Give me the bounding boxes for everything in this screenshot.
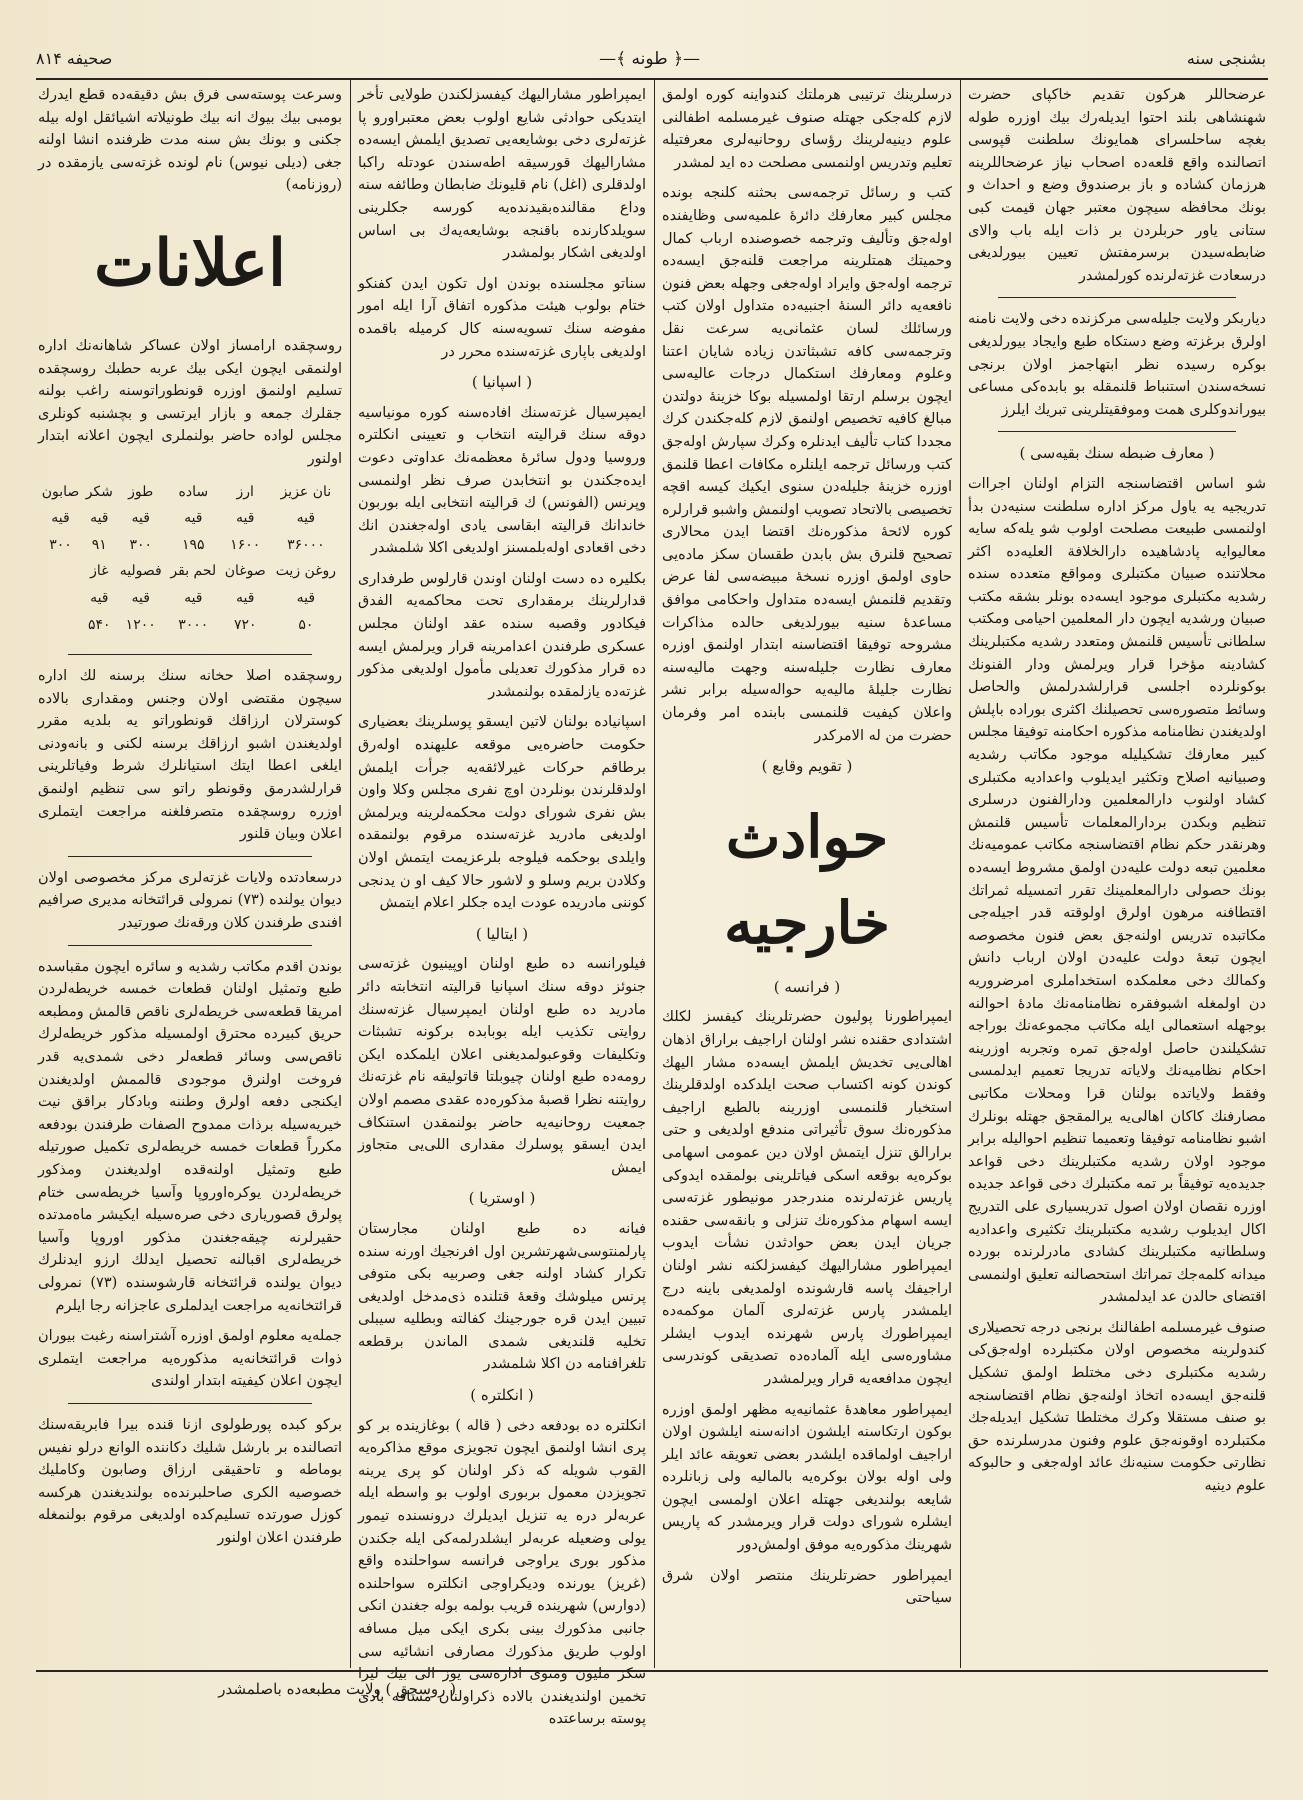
price-table <box>38 479 342 639</box>
price-names-row: نان عزیز ارز ساده طوز شکر صابون <box>41 483 332 500</box>
section-divider <box>998 431 1236 432</box>
advertisements-title: اعلانات <box>94 225 286 301</box>
year-label: بشنجی سنه <box>1186 48 1266 68</box>
news-paragraph: درسلرینك ترتیبی هرملتك کندواینه کوره اولمق لازم کله‌جکی جهتله صنوف غیرمسلمه اطفالنی علوم دینیه‌لرینك رؤسای روحانیه‌لری معرفتیله تعلیم وتدریس اولنمسی مصلحت ده اید لمشدر <box>662 87 952 171</box>
news-paragraph: دیاربکر ولایت جلیله‌سی مرکزنده دخی ولایت نامنه اولرق برغزته وضع دستکاه طبع وایجاد بیورلدیغی بوکره رسیده نظر ابتهاجمز اولان برنجی نسخه‌سندن استنباط قلنمقله بو بابده‌کی مساعی بیوراندوکلری همت وموفقیتلرینی تبریك ایلرز <box>968 311 1266 418</box>
news-paragraph: ایمپراطورنا پولیون حضرتلرینك کیفسز لکلك اشتدادی حقنده نشر اولنان اراجیف براراق اذهان اهالی‌یی تخدیش ایلمش ایسه‌ده مشار الیهك کوندن کونه اکتساب صحت ایلدکده اولدقلرینك استخبار قلنمسی اوزرینه بالطبع اراجیف مذکوره‌نك سوق تأثیراتی مندفع اولدیغی و حتی برارالق تنزل ایتمش اولان دین عمومی اسهامی بوکره‌یه بوقعه اسکی فیاتلرینی بولمقده ایدوکی پاریس غزته‌لرنده مندرجدر مونیطور غزته‌سی ایسه اسهام مذکوره‌نك تنزلی و بانقه‌سی حقنده جریان ایدن بعض حوادثدن نشأت ایدوب ایمپراطور مشارالیهك کیفسزلکنه نشر اولنان اراجیفك پاسه قارشونده اولمدیغی باینه درج ایلمشدر پارس غزته‌لری آلمان موکمه‌ده ایمپراطورك پارس شهرنده ایدوب ایشلر مشاوره‌سی ایله آلماده‌ده تصدیقی کوندرسی ایچون مدافعه‌یه قرار ویرلمشدر <box>662 1009 952 1387</box>
section-heading-england: ( انکلتره ) <box>470 1386 534 1405</box>
section-heading-austria: ( اوستریا ) <box>468 1189 536 1208</box>
news-paragraph: فیانه ده طبع اولنان مجارستان پارلمنتوسی‌شهرتشرین اول افرنجیك اورنه سنده تکرار کشاد اولنه جغی وصربیه بکی متوفی پرنس میلوشك وقعهٔ قتلنده ذی‌مدخل اولدیغی تبیین ایدن قره جورجینك کفالته وبطلیه سیبلی تخلیه قلندیغی شمدی الماندن برقطعه تلغرافنامه دن اکلا شلمشدر <box>358 1220 646 1373</box>
price-values-row: ۳۶۰۰۰ ۱۶۰۰ ۱۹۵ ۳۰۰ ۹۱ ۳۰۰ <box>49 536 325 553</box>
section-heading-italy: ( ایتالیا ) <box>475 924 529 943</box>
news-paragraph: ایمپراطور معاهدهٔ عثمانیه‌یه مظهر اولمق اوزره بوکون ارتکاسنه ایلشون ادانه‌سنه ایلشون اولان اراجیف اولماقده ایلشدر بعضی تعویقه عائد ایلر ولی اوله بولان بوکره‌یه بالمالیه ولی زبانلرده شایعه بولندیغی جهتله اعلان اولمسی ایچون ایشلره شورای دولت قرار ویرمشدر که پاریس شهرینك مذکوره‌یه موفق اولمش‌دور <box>662 1401 952 1554</box>
ad-paragraph: درسعادتده ولایات غزته‌لری مرکز مخصوصی اولان دیوان یولنده (۷۳) نمرولی قرائتخانه مدیری صرافیم افندی طرفندن کلان ورقه‌نك صورتیدر <box>38 869 342 932</box>
section-heading-spain: ( اسپانیا ) <box>471 373 533 392</box>
ad-paragraph: برکو کبده پورطولوی ازنا قنده بیرا فابریقه‌سنك اتصالنده بر بارشل شلیك دکاننده الوانع درلو نفیس بوماطه و تاحقیقی ارزاق وصابون وکاملیك خصوصیه الکری صاحلبرنده‌ه بولندیغندن هرکسه کوزل صورتده تسلیم‌کده اولدیغی مرقوم بولنمغله طرفندن اعلان اولنور <box>38 1416 342 1546</box>
column-4 <box>38 84 342 1664</box>
news-paragraph: عرضحاللر هرکون تقدیم خاکپای حضرت شهنشاهی بلند احتوا ایدیله‌رك بیك اوزره طوله بغچه ساحلسرای همایونك سلطنت قپوسی اتصالنده واقع قلعه‌ده اصحاب نیاز عرضحاللرینه هرزمان کشاده و باز برصندوق وضع و احداث و بونك محافظه سیچون معتبر جهان قیمت کبی ستانی یاور حربلردن بر ذات ایله باب والای ضابطه‌سیدن برسرمفتش تعیین بیورلدیغی درسعادت غزته‌لرنده کورلمشدر <box>968 87 1266 284</box>
news-paragraph: فیلورانسه ده طبع اولنان اوپینیون غزته‌سی جنوئز دوقه سنك اسپانیا قرالیته انتخابته دائر مادرید ده طبع اولنان ایمپرسیال غزته‌سنك روایتی تکذیب ایله بوبابده برکونه تشبثات وتکلیفات وقوعبولمدیغنی اعلان ایلمکده ایکن رومه‌ده طبع اولنان چیوبلتا قاتولیقه نام غزته‌نك روایتنه نظرا قصبهٔ مذکوره‌ده عقدی مصمم اولان جمعیت روحانیه‌یه حاضر بولنمقدن استنکاف ایدن ایسقو پوسلرك مقداری اللی‌یی متجاوز ایمش <box>358 956 646 1176</box>
news-paragraph: ایمپراطور حضرتلرینك منتصر اولان شرق سیاحتی <box>662 1567 952 1607</box>
news-paragraph: شو اساس اقتضاسنجه التزام اولنان اجراات تدریجیه یه یاول مرکز اداره سلطنت سنیه‌دن بدأ اولنمسی طبیعت مصلحت اولوب شو یله‌که سایه معالیوایه پادشاهیده دارالخلافة العلیه‌ده اکثر محلاتنده صبیان مکتبلری ومواقع متعدده سنده رشدیه مکتبلری موجود ایسه‌ده بونلر بشقه مکتب صبیان ورشدیه ایچون دار المعلمین احیامی ومکتب سلطانی تأسیس قلنمش ومتعدد رشدیه مکتبلرینك کشادینه مؤخرا قرار ویرلمش ودار الفنونك بوکونلرده اجلسی قرارلشدرلمش والحاصل وسائط متصوره‌سی تحصیلنك اکثری بوراده باپلش اولدیغندن نظامنامه مذکوره احکامنه توفیقا مجلس کبیر معارفك تشکیلیله موجود مکاتب رشدیه وصبیانیه اصلاح وتکثیر ایدیلوب واعدادیه مکتبلری کشاد اولنوب دارالمعلمین ودارالفنون درسلری تنظیم وبکدن بردارالمعلمات تأسیس قلنمش وهرنقدر حکم نظام اقتضاسنجه مکاتب عمومیه‌نك معلمین تبعه دولت علیه‌دن اولمق مشروط ایسه‌ده بونك حصولی دارالمعلمینك تقرر اتمسیله ثمراتك اقتطافنه مرهون اولرق اولوقته قدر اجیله‌جی مکاتبده تدریس اولنه‌جق بعض فنون مخصوصه ایچون تبعهٔ دولت علیه‌دن اولان ارباب دانش وکمالك دخی معلمکده استخداملری امرضروریه دن اولمغله اشبوفقره نظامنامه‌نك مادهٔ احوالنه بوجهله استعمالی ایله مکاتب مجموعه‌نك بوراجه تشکیلندن حاصل اوله‌جق تمره وتجربه اوزرینه احکام نظامیه‌نك ولایاته تدریجا تعمیم ایدلمسی وفقط ولایاتده بولنان قرا ومحلات مکاتبی مصارفنك کاکان اهالی‌یه یرالمقجق جهتله بونلرك اشبو نظامنامه توفیقا وتعمیما تنظیم احوالیله برابر موجود اولان رشدیه مکتبلرینك دخی قواعد جدیده‌یه توفیقاً بر تمه مکتبلرك دخی قواعد جدیده اوزره نقصان اولان اصول تدریسیاری علی التدریج اکال ایدیلوب رشدیه مکتبلرینك تکثیری واعدادیه وسلطانیه مکتبلرینك کشادی مادرلرنده بورده میدانه کلمه‌جك تمراتك استحصالنه تعلیق اولنمسی اقتضای حالدن عد ایدلمشدر <box>968 475 1266 1306</box>
newspaper-title: —﴿ طونه ﴾— <box>599 48 701 69</box>
news-paragraph: سناتو مجلسنده بوندن اول تکون ایدن کفنکو ختام بولوب هیئت مذکوره اتفاق آرا ایله امور مفوضه سنك تسویه‌سنه کال کرمیله باقمده اولدیغی باپاری غزته‌سنده محرر در <box>358 275 646 360</box>
price-units-row: قیه قیه قیه قیه قیه <box>90 589 316 606</box>
section-divider <box>68 856 312 857</box>
price-values-row: ۵۰ ۷۲۰ ۳۰۰۰ ۱۲۰۰ ۵۴۰ <box>88 616 314 633</box>
section-divider <box>998 297 1236 298</box>
news-paragraph: وسرعت پوسته‌سی فرق بش دقیقه‌ده قطع ایدرك بومبی بیك بیوك انه بیك طونیلاته اشیائقل اوله بیله جکنی و بونك بش سنه مدت ظرفنده انشا اولنه جغی (دیلی نیوس) نام لونده غزته‌سی یازمقده در (روزنامه) <box>38 87 342 194</box>
news-paragraph: ایمپراطور مشارالیهك کیفسزلکندن طولایی تأخر ایتدیکی حوادثی شایع اولوب بعض معتبراورو پا غزته‌لری دخی بوشایعه‌یی تصدیق ایلمش ایسه‌ده مشارالیهك قورسیقه اطه‌سندن عودتله راکبا اولدقلری (اغل) نام قلیونك ضابطان وطائفه سنه وداع مقالنده‌بقیدنده‌یه کورسه جکلرینی سویلدکارنده باقنجه بوشایعه‌یه‌ك بی اساس اولدیغی اشکار بولمشدر <box>358 87 646 262</box>
ad-paragraph: جمله‌یه معلوم اولمق اوزره آشتراسنه رغبت بیوران ذوات قرائتخانه‌یه مذکوره‌یه مراجعت ایتملری ایچون اعلان کیفیته ابتدار اولندی <box>38 1328 342 1390</box>
ad-paragraph: روسچقده ارامساز اولان عساکر شاهانه‌نك اداره اولنمقی ایچون ایکی بیك عربه حطبك روسچقده تسلیم اولنمق اوزره قونطوراتوسنه راغب بولنه جقلرك جمعه و بازار ایرتسی و بچشنبه کونلری مجلس لواده حاضر بولنملری ایچون اعلانه ابتدار اولنور <box>38 337 342 467</box>
price-units-row: قیه قیه قیه قیه قیه قیه <box>51 510 316 527</box>
price-names-row: روغن زیت صوغان لحم بقر فصولیه غاز <box>90 563 337 580</box>
ad-paragraph: روسچقده اصلا حخانه سنك برسنه لك اداره سیچون مقتضی اولان وجنس ومقداری بالاده کوسترلان ارزاقك قونطوراتو یه بلدیه مقرر اولدیغندن اشبو ارزاقك برسنه لکنی و بانه‌ودنی ایلغی اعطا ایتك استیانلرك شرط وفیاتلرینی قرارلشدرمق وقونطو راتو سی تنظیم اولنمق اوزره روسچقده متصرفلغنه مراجعت ایتملری اعلان وبیان قلنور <box>38 668 342 843</box>
section-divider <box>68 945 312 946</box>
news-paragraph: اسپانیاده بولنان لاتین ایسقو پوسلرینك بعضیاری حکومت حاضره‌یی موقعه علیهنده اوله‌رق برطاقم حرکات غیرلائقه‌یه جرأت ایلمش اولدقلرندن بونلردن اوچ نفری مجلس وکلا واون بش نفری شورای دولت محکمه‌لرینه ویرلمش اولدیغی مادرید غزته‌سنده مرقوم بولنمقده وایلدی بوحکمه فیلوجه بلرعزیمت ایتمش اولان وکلادن بریم وسلو و لاشور حالا کیف او ن یدنجی کوننی مادریده عودت ایده جکلر اعلام ایتمش <box>358 714 646 912</box>
masthead <box>36 38 1266 78</box>
section-divider <box>68 1403 312 1404</box>
column-2 <box>662 84 952 1664</box>
section-heading-france: ( فرانسه ) <box>773 977 841 996</box>
column-rule <box>654 80 655 1668</box>
section-heading: ( معارف ضبطه سنك بقیه‌سی ) <box>1019 444 1215 463</box>
news-paragraph: انکلتره ده بودفعه دخی ( قاله ) بوغازینده بر کو پری انشا اولنمق ایچون تجویزی موقع مذاکره‌یه القوب شویله که ذکر اولنان کو پری یرینه تجویزدن معمول بربوری اولوب بو واسطه ایله عربه‌لر دره یه تنزیل ایدیلرك درونسنده تیمور یولی وضعیله عربه‌لر ایشلدرلمه‌کی ایله جکندن مذکور بوری یراوجی فرانسه سواحلنده واقع (غریز) یورنده ودیکراوجی انکلتره سواحلنده (دوارس) شهرینده قریب بولمه بوله جغندن انکی جانبی مذکورك بینی بکری ایکی میل مسافه اولوب طریق مذکورك مصارفی انشائیه سی سکز ملیون ومنوی اداره‌سی یوز الی بیك لیرا تخمین اولندیغندن بالاده ذکراولنان مسافه بادی پوسته برساعتده <box>358 1417 646 1728</box>
column-3 <box>358 84 646 1728</box>
news-paragraph: صنوف غیرمسلمه اطفالنك برنجی درجه تحصیلاری کندولرینه مخصوص اولان مکتبلرده اوله‌جق‌کی رشدیه مکتبلری دخی مختلط اولمق تشکیل قلنه‌جق ایسه‌ده اتخاذ اولنه‌جق نظام اقتضاسنجه بو صنف مستقلا وکرك مختلطا تشکیل ایدیله‌جك مکتبلرده اوقونه‌جق علوم وفنون مدرسلرنده حق نظارتی حکومت سنیه‌نك عائد اوله‌جغی و حالبوکه علوم دینیه <box>968 1319 1266 1495</box>
column-1 <box>968 84 1266 1664</box>
printer-imprint: ( روسچق ) ولایت مطبعه‌ده باصلمشدر <box>218 1680 456 1698</box>
header-rule <box>36 78 1268 80</box>
column-rule <box>350 80 351 1668</box>
news-paragraph: کتب و رسائل ترجمه‌سی بحثنه کلنجه بونده مجلس کبیر معارفك دائرهٔ علمیه‌سی وظایفنده اوله‌جق وتألیف وترجمه خصوصنده ارباب کمال وحمیتك همتلرینه مراجعت قلنه‌جق ایسه‌ده ترجمه اوله‌جق وایراد اوله‌جغی وجهله بعض فنون نافعه‌یه دائر السنهٔ اجنبیه‌ده متداول اولان کتب ورسائلك لسان عثمانی‌یه سرعت نقل وترجمه‌سی کافه تشبثاتدن زیاده شایان اعتنا وعلوم ومعارفك استکمال درجات عالیه‌سی ایچون برسلم ارتقا اولمسیله بوکا خزینهٔ دولتدن مبالغ کافیه تخصیص اولنمق لازم کله‌جکندن کرك مجددا کتاب تألیف ایدنلره وکرك سپارش اوله‌جق کتب ورسائل ترجمه ایلنلره مکافات اعطا قلنمق اوزره خزینهٔ جلیله‌دن سنوی ایکیك کیسه اقچه تخصیصی بالاتحاد تصویب اولنمش واشبو قرارلره کوره لائحهٔ مذکوره‌نك اقتضا ایدن محالاری تصحیح قلنرق بش بابدن طقسان سکز ماده‌یی حاوی اولمق اوزره نسخهٔ مبیضه‌سی لفا عرض وتقدیم قلنمش ایسه‌ده متداول واحکامی موافق مساعدهٔ سنیه بیورلدیغی حالده مذاکرات مشروحه توفیقا اقتضاسنه ابتدار اولنمق اوزره معارف نظارت جلیله‌سنه وجهت مالیه‌سنه نظارت جلیلهٔ مالیه‌یه حواله‌سیله برابر نشر واعلان کیفیت قلنمسی بابنده امر وفرمان حضرت من له الامرکدر <box>662 185 952 744</box>
source-signature: ( تقویم وقایع ) <box>761 757 853 776</box>
column-rule <box>960 80 961 1668</box>
foreign-news-title: حوادث خارجیه <box>724 802 890 957</box>
footer-rule <box>36 1670 1268 1672</box>
ad-paragraph: بوندن اقدم مکاتب رشدیه و سائره ایچون مقباسده طبع وتمثیل اولنان قطعات خمسه خریطه‌لردن امریقا قطعه‌سی خریطه‌لری ناقص قالمش ومطبعه حریق کبیرده محترق اولمسیله مذکور خریطه‌لرك ناقص‌سی وسائر قطعه‌لر دخی شمدی‌یه قدر فروخت اولنرق موجودی قالممش اولدیغندن ایکنجی دفعه اولرق وطننه وبادکار براقق نیت خیریه‌سیله برذات ممدوح الصفات طرفندن بودفعه مکرراً قطعات خمسه خریطه‌لری تکمیل صورتیله طبع وتمثیل اولنه‌قده اولدیغندن ومذکور خریطه‌لردن یوکره‌اوروپا وآسیا خریطه‌سی ختام پولرق قصوریاری دخی صره‌سیله ایکیشر ماه‌مدتده حقیرلرنه چیقه‌جغندن مذکور اوروپا وآسیا خریطه‌لری اقبالنه تحصیل ایدلك ارزو ایدنلرك دیوان یولنده قرائتخانه قارشوسنده (۷۳) نمرولی قرائتخانه‌یه مراجعت ایدلملری عاجزانه رجا ایلرم <box>38 958 342 1314</box>
news-paragraph: بکلیره ده دست اولنان اوندن قارلوس طرفداری قدارلرینك برمقداری تحت محاکمه‌یه الفدق فیکادور وقصبه سنده عقد اولنان مجلس عسکری طرفندن اعدامرینه قرار ویرلمش ایسه ده قرار مذکورك تعدیلی مأمول اولدیغی مذکور غزته‌ده یازلمقده بولنمشدر <box>358 570 646 700</box>
page-number: صحیفه ۸۱۴ <box>36 48 113 68</box>
news-paragraph: ایمپرسیال غزته‌سنك افاده‌سنه کوره مونیاسیه دوقه سنك قرالیته انتخاب و تعیینی انکلتره وروسیا ودول سائرهٔ معظمه‌نك عداوتی دعوت ایده‌جکندن بو انتخابدن صرف نظر اولنمسی وپرنس (الفونس) ك قرالیته انتخابی ایله بوربون خاندانك قرالیته ابقاسی یادی اوله‌جغندن انك دخی اقعادی اوله‌بلمسنز اولدیغی اکلا شلمشدر <box>358 404 646 557</box>
section-divider <box>68 654 312 655</box>
